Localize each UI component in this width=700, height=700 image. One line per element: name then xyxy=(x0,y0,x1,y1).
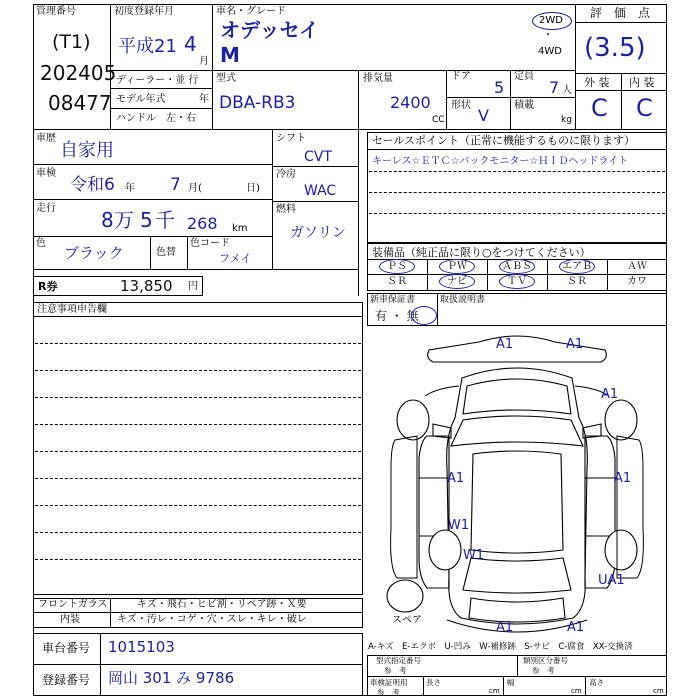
sales-point-label: セールスポイント（正常に機能するものに限ります） xyxy=(372,134,636,147)
equipment-item: ナビ xyxy=(447,276,467,287)
equipment-item: ＡＷ xyxy=(627,261,647,272)
divider xyxy=(33,269,358,270)
damage-mark: A1 xyxy=(566,337,584,352)
score-value: (3.5) xyxy=(584,33,646,63)
divider xyxy=(110,70,575,71)
interior-label: 内 装 xyxy=(629,76,655,89)
load-label: 積載 xyxy=(514,100,534,111)
divider xyxy=(110,108,212,109)
divider xyxy=(446,97,575,98)
color-code-label: 色コード xyxy=(190,238,230,249)
glass-value: キズ・飛石・ヒビ割・リペア跡・Ｘ要 xyxy=(137,599,307,610)
equipment-circle xyxy=(499,259,535,274)
mileage-sen-unit: 千 xyxy=(155,208,175,232)
warranty-value: 有 ・ 無 xyxy=(375,309,419,323)
manual-label: 取扱説明書 xyxy=(440,295,486,305)
vehicle-cert-reference: 参 考 xyxy=(377,688,400,697)
type-cert-label: 型式指定番号 xyxy=(376,656,421,665)
divider xyxy=(367,149,667,150)
first-reg-month: 4 xyxy=(184,32,197,56)
dashed-line xyxy=(35,478,361,479)
displacement-label: 排気量 xyxy=(363,73,393,84)
mileage-label: 走行 xyxy=(36,203,56,214)
inspection-month-unit: 月( xyxy=(188,183,202,194)
interior-value: キズ・汚レ・コゲ・穴・スレ・キレ・破レ xyxy=(117,614,307,625)
damage-mark: A1 xyxy=(496,337,514,352)
first-reg-era: 平成21 xyxy=(118,36,177,57)
divider xyxy=(272,201,358,202)
equipment-item: エアＢ xyxy=(562,261,592,272)
car-grade: M xyxy=(220,43,240,67)
damage-legend: A-キズ E-エクボ U-凹み W-補修跡 S-サビ C-腐食 XX-交換済 xyxy=(368,642,633,652)
recycle-label: R券 xyxy=(38,280,58,293)
equipment-item: ＳＲ xyxy=(567,276,587,287)
equipment-circle xyxy=(439,259,475,274)
equipment-circle xyxy=(499,274,535,289)
divider xyxy=(367,676,667,677)
drive-dot: ・ xyxy=(543,30,553,41)
warranty-label: 新車保証書 xyxy=(370,295,416,305)
month-unit: 月 xyxy=(199,56,209,67)
inspection-year-unit: 年 xyxy=(125,183,135,194)
equipment-circle xyxy=(559,259,595,274)
recycle-value: 13,850 xyxy=(120,277,173,295)
damage-mark: UA1 xyxy=(598,573,625,588)
type-value: DBA-RB3 xyxy=(219,93,296,113)
mgmt-number-2: 08477 xyxy=(48,91,112,115)
mileage-man-unit: 万 xyxy=(114,208,134,232)
exterior-grade: C xyxy=(591,94,608,122)
inspection-era: 令和6 xyxy=(70,175,115,195)
mgmt-label: 管理番号 xyxy=(36,6,76,17)
sales-point-value: キーレス☆ＥＴＣ☆バックモニター☆ＨＩＤヘッドライト xyxy=(372,156,629,167)
cc-unit: CC xyxy=(432,115,445,125)
equipment-item: ＰＷ xyxy=(447,261,467,272)
equipment-circle xyxy=(439,274,475,289)
dashed-line xyxy=(369,171,665,172)
width-label: 幅 xyxy=(507,678,515,687)
glass-label: フロントガラス xyxy=(38,599,108,610)
recycle-box xyxy=(33,276,203,296)
mgmt-lot: (T1) xyxy=(52,31,91,53)
dashed-line xyxy=(35,451,361,452)
car-name: オデッセイ xyxy=(220,18,319,42)
damage-mark: A1 xyxy=(496,620,514,635)
tailgate xyxy=(469,598,565,622)
divider xyxy=(446,70,447,129)
damage-mark: A1 xyxy=(447,471,465,486)
equipment-label: 装備品（純正品に限り○をつけてください） xyxy=(372,246,591,259)
ac-value: WAC xyxy=(304,183,337,199)
color-label: 色 xyxy=(36,238,46,249)
mgmt-number-1: 202405 xyxy=(40,61,117,85)
height-label: 高さ xyxy=(589,678,604,687)
equipment-item: ＴＶ xyxy=(507,276,527,287)
rear-left-wheel xyxy=(429,530,461,570)
divider xyxy=(367,655,368,696)
model-year-label: モデル年式 xyxy=(116,94,166,105)
dashed-line xyxy=(369,192,665,193)
hood xyxy=(463,379,571,414)
divider xyxy=(110,598,111,628)
rear-window xyxy=(463,558,571,593)
divider xyxy=(33,664,363,665)
divider xyxy=(503,676,504,696)
plate-value: 岡山 301 み 9786 xyxy=(108,669,235,687)
divider xyxy=(33,129,667,130)
chassis-label: 車台番号 xyxy=(42,641,91,655)
doors-value: 5 xyxy=(494,78,505,97)
divider xyxy=(272,166,358,167)
handle-label: ハンドル 左・右 xyxy=(116,113,196,124)
interior-grade: C xyxy=(636,94,653,122)
damage-mark: W1 xyxy=(448,518,470,533)
history-label: 車歴 xyxy=(36,133,56,144)
divider xyxy=(33,164,272,165)
height-cm: cm xyxy=(653,687,664,695)
shape-label: 形状 xyxy=(451,100,471,111)
mileage-rest: 268 xyxy=(187,214,218,233)
front-right-wheel xyxy=(605,400,637,440)
rear-right-wheel xyxy=(605,530,637,570)
car-name-label: 車名・グレード xyxy=(216,6,286,17)
spare-tire xyxy=(387,580,423,612)
dashed-line xyxy=(35,370,361,371)
capacity-value: 7 xyxy=(549,78,560,97)
equipment-item: ＳＲ xyxy=(387,276,407,287)
damage-mark: A1 xyxy=(567,620,585,635)
equipment-circle xyxy=(379,259,415,274)
divider xyxy=(33,236,272,237)
type-label: 型式 xyxy=(216,73,236,84)
dashed-line xyxy=(35,397,361,398)
inspection-month: 7 xyxy=(170,175,181,195)
capacity-label: 定員 xyxy=(514,71,534,82)
notes-box xyxy=(33,302,363,595)
type-cert-reference: 参 考 xyxy=(384,666,407,675)
color-value: ブラック xyxy=(64,244,124,262)
history-value: 自家用 xyxy=(60,140,114,161)
dashed-line xyxy=(35,532,361,533)
kg-unit: kg xyxy=(561,115,572,125)
damage-mark: A1 xyxy=(601,387,619,402)
dashed-line xyxy=(35,424,361,425)
front-left-wheel xyxy=(397,400,429,440)
divider xyxy=(150,236,151,269)
dashed-line xyxy=(35,559,361,560)
roof xyxy=(471,451,563,553)
mileage-man: 8 xyxy=(101,208,114,232)
inspection-day-unit: 日) xyxy=(246,183,260,194)
class-reference: 参 考 xyxy=(532,666,555,675)
chassis-value: 1015103 xyxy=(108,638,175,656)
width-cm: cm xyxy=(571,687,582,695)
year-unit: 年 xyxy=(199,94,209,105)
divider xyxy=(423,676,424,696)
ac-label: 冷房 xyxy=(276,169,296,180)
km-unit: km xyxy=(232,223,248,234)
recycle-unit: 円 xyxy=(188,281,198,292)
first-reg-label: 初度登録年月 xyxy=(114,6,174,17)
dashed-line xyxy=(35,505,361,506)
plate-label: 登録番号 xyxy=(42,673,91,687)
damage-mark: A1 xyxy=(614,471,632,486)
exterior-label: 外 装 xyxy=(584,76,610,89)
shape-value: V xyxy=(478,106,489,125)
shift-value: CVT xyxy=(304,149,332,165)
divider xyxy=(517,655,518,676)
divider xyxy=(510,70,511,129)
mileage-sen: 5 xyxy=(140,208,153,232)
divider xyxy=(33,316,363,317)
dashed-line xyxy=(35,343,361,344)
capacity-unit: 人 xyxy=(562,85,572,96)
divider xyxy=(621,73,622,129)
equipment-item: ＡＢＳ xyxy=(502,261,532,272)
class-label: 類別区分番号 xyxy=(523,656,568,665)
doors-label: ドア xyxy=(451,71,471,82)
divider xyxy=(110,88,212,89)
divider xyxy=(100,633,101,696)
interior-label-bottom: 内装 xyxy=(60,614,80,625)
equipment-item: カワ xyxy=(627,276,647,287)
inspection-label: 車検 xyxy=(36,168,56,179)
notes-label: 注意事項申告欄 xyxy=(37,304,107,315)
divider xyxy=(358,70,359,129)
divider xyxy=(212,4,213,129)
divider xyxy=(272,129,273,269)
color-code-value: フメイ xyxy=(219,252,252,265)
divider xyxy=(33,612,363,613)
length-cm: cm xyxy=(489,687,500,695)
divider xyxy=(187,236,188,269)
divider xyxy=(585,676,586,696)
spare-label: スペア xyxy=(392,615,422,626)
drive-2wd: 2WD xyxy=(539,15,563,26)
displacement-value: 2400 xyxy=(390,93,431,112)
divider xyxy=(575,22,667,23)
fuel-value: ガソリン xyxy=(290,225,346,241)
vehicle-cert-label: 車検証明用 xyxy=(370,678,408,687)
shift-label: シフト xyxy=(276,133,306,144)
equipment-item: ＰＳ xyxy=(387,261,407,272)
car-body-outline xyxy=(447,368,588,624)
dashed-line xyxy=(369,213,665,214)
dealer-label: ディーラー・並 行 xyxy=(116,75,199,86)
length-label: 長さ xyxy=(426,678,441,687)
divider xyxy=(437,293,438,326)
damage-mark: W1 xyxy=(463,548,485,563)
divider xyxy=(358,129,359,296)
score-label: 評 価 点 xyxy=(590,6,651,20)
fuel-label: 燃料 xyxy=(276,204,296,215)
windshield xyxy=(451,416,583,446)
warranty-circle xyxy=(411,306,437,325)
divider xyxy=(33,199,272,200)
drive-4wd: 4WD xyxy=(538,46,562,57)
repaint-label: 色替 xyxy=(156,247,176,258)
